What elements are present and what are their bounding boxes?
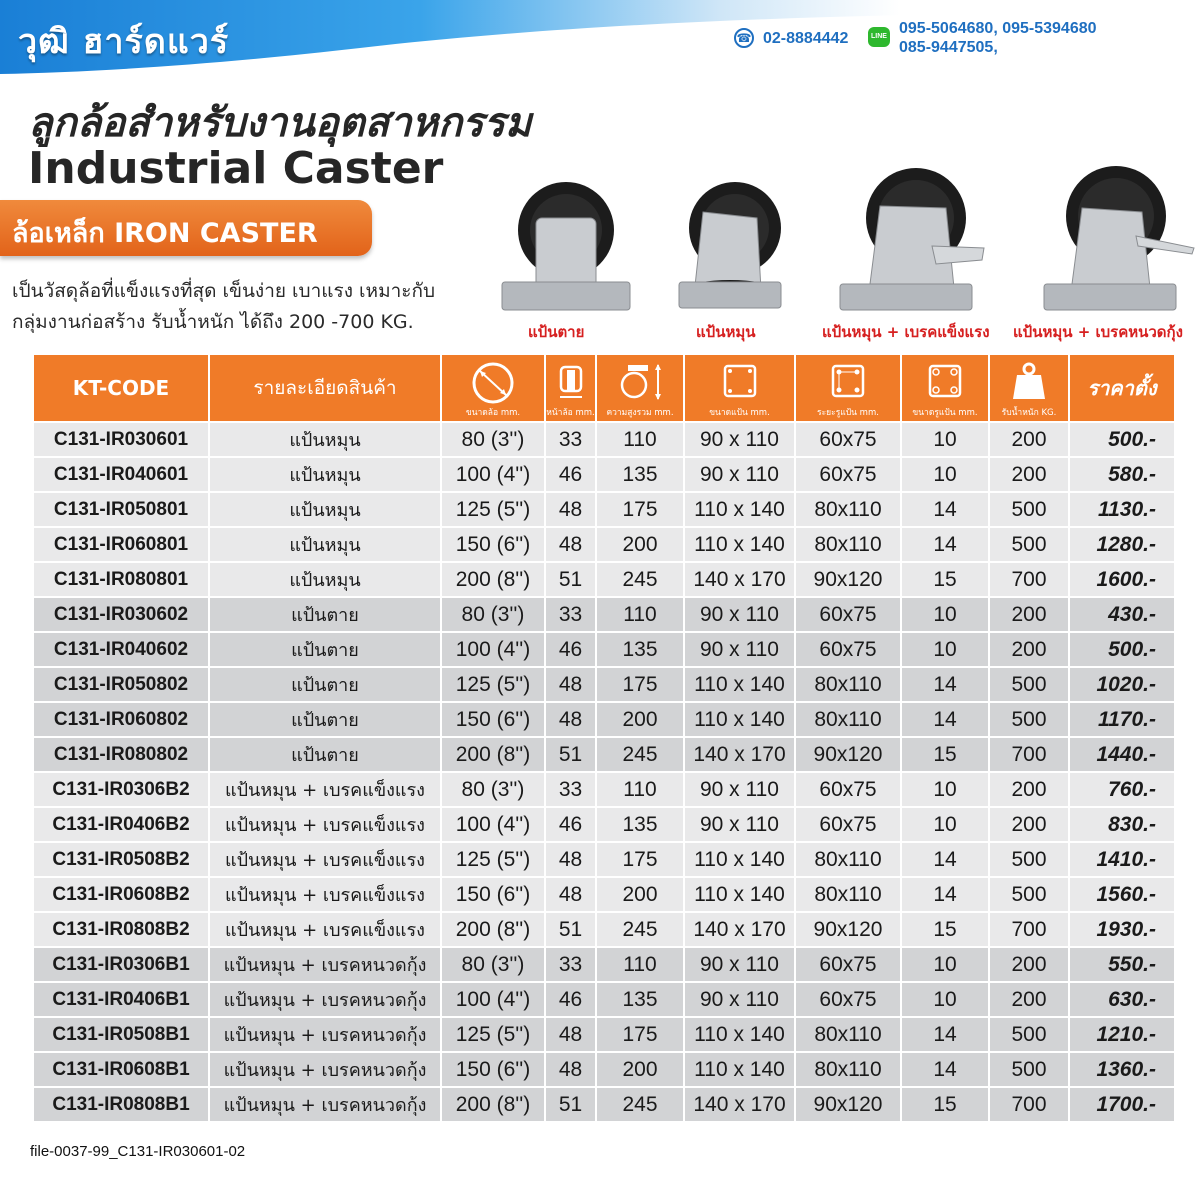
bolt-spacing-cell: 80x110 [796,703,900,736]
wheel-size-cell: 80 (3'') [442,773,544,806]
table-row [34,458,1174,491]
plate-size-cell: 140 x 170 [685,563,794,596]
detail-cell: แป้นหมุน [210,528,440,561]
table-row [34,598,1174,631]
table-row [34,703,1174,736]
table-row [34,563,1174,596]
wheel-size-cell: 200 (8'') [442,1088,544,1121]
hole-size-cell: 10 [902,458,988,491]
table-header-row [34,355,1174,421]
height-cell: 110 [597,598,683,631]
description-line1: เป็นวัสดุล้อที่แข็งแรงที่สุด เข็นง่าย เบาแรง เหมาะกับ [12,280,436,302]
hole-size-cell: 14 [902,668,988,701]
plate-size-cell: 110 x 140 [685,1053,794,1086]
spec-table [32,353,1176,1123]
wheel-size-cell: 80 (3'') [442,598,544,631]
wheel-size-cell: 100 (4'') [442,808,544,841]
hole-size-cell: 14 [902,528,988,561]
header-hole-size [902,355,988,421]
description-line2: กลุ่มงานก่อสร้าง รับน้ำหนัก ได้ถึง 200 -700 KG. [12,311,414,333]
load-cell: 500 [990,1053,1068,1086]
table-row [34,528,1174,561]
caption-rigid: แป้นตาย [528,323,585,341]
title-thai: ลูกล้อสำหรับงานอุตสาหกรรม [28,100,532,146]
plate-size-cell: 110 x 140 [685,843,794,876]
plate-size-cell: 90 x 110 [685,598,794,631]
load-cell: 500 [990,528,1068,561]
mobile-numbers-line1: 095-5064680, 095-5394680 [899,20,1097,37]
price-cell: 630.- [1070,983,1174,1016]
wheel-width-cell: 48 [546,703,595,736]
table-row [34,808,1174,841]
price-cell: 1130.- [1070,493,1174,526]
wheel-width-icon [558,361,584,405]
wheel-width-cell: 46 [546,983,595,1016]
load-cell: 500 [990,668,1068,701]
code-cell: C131-IR0508B1 [34,1018,208,1051]
detail-cell: แป้นตาย [210,703,440,736]
table-row [34,948,1174,981]
wheel-width-cell: 33 [546,598,595,631]
line-app-icon: LINE [868,27,890,47]
plate-size-cell: 140 x 170 [685,1088,794,1121]
load-cell: 500 [990,703,1068,736]
price-cell: 1170.- [1070,703,1174,736]
price-cell: 760.- [1070,773,1174,806]
header-code: KT-CODE [34,355,208,421]
wheel-width-cell: 33 [546,948,595,981]
hole-size-cell: 14 [902,493,988,526]
bolt-spacing-cell: 80x110 [796,878,900,911]
table-row [34,493,1174,526]
category-label [0,200,372,256]
wheel-width-cell: 48 [546,493,595,526]
bolt-spacing-cell: 60x75 [796,458,900,491]
price-cell: 1600.- [1070,563,1174,596]
height-cell: 135 [597,808,683,841]
detail-cell: แป้นหมุน + เบรคแข็งแรง [210,773,440,806]
price-cell: 1360.- [1070,1053,1174,1086]
detail-cell: แป้นหมุน + เบรคแข็งแรง [210,808,440,841]
detail-cell: แป้นหมุน [210,458,440,491]
detail-cell: แป้นหมุน + เบรคแข็งแรง [210,878,440,911]
load-cell: 500 [990,493,1068,526]
wheel-width-cell: 51 [546,738,595,771]
code-cell: C131-IR060801 [34,528,208,561]
title-english: Industrial Caster [28,143,444,194]
code-cell: C131-IR0808B2 [34,913,208,946]
brand-name: วุฒิ ฮาร์ดแวร์ [18,22,230,62]
load-cell: 500 [990,843,1068,876]
detail-cell: แป้นหมุน + เบรคหนวดกุ้ง [210,983,440,1016]
code-cell: C131-IR040602 [34,633,208,666]
caption-swivel-brake: แป้นหมุน + เบรคแข็งแรง [822,323,990,341]
detail-cell: แป้นตาย [210,738,440,771]
bolt-spacing-cell: 60x75 [796,808,900,841]
code-cell: C131-IR0406B1 [34,983,208,1016]
height-cell: 200 [597,703,683,736]
category-label-text: ล้อเหล็ก IRON CASTER [12,218,318,249]
phone-icon: ☎ [734,28,754,48]
code-cell: C131-IR030601 [34,423,208,456]
header-wheel-size-label: ขนาดล้อ mm. [465,408,521,418]
wheel-size-cell: 125 (5'') [442,668,544,701]
bolt-spacing-cell: 80x110 [796,493,900,526]
plate-size-cell: 110 x 140 [685,703,794,736]
height-cell: 200 [597,528,683,561]
load-cell: 200 [990,423,1068,456]
table-row [34,773,1174,806]
load-cell: 200 [990,773,1068,806]
bolt-spacing-icon [828,361,868,401]
rigid-caster-image [496,182,636,312]
wheel-size-cell: 100 (4'') [442,633,544,666]
bolt-spacing-cell: 90x120 [796,563,900,596]
wheel-size-cell: 100 (4'') [442,458,544,491]
load-cell: 500 [990,1018,1068,1051]
code-cell: C131-IR080801 [34,563,208,596]
wheel-width-cell: 48 [546,878,595,911]
detail-cell: แป้นหมุน + เบรคแข็งแรง [210,913,440,946]
code-cell: C131-IR0306B1 [34,948,208,981]
header-bolt-spacing-label: ระยะรูแป้น mm. [817,408,879,418]
hole-size-cell: 14 [902,1018,988,1051]
file-reference: file-0037-99_C131-IR030601-02 [30,1143,246,1160]
bolt-spacing-cell: 60x75 [796,948,900,981]
bolt-spacing-cell: 60x75 [796,983,900,1016]
hole-size-cell: 10 [902,773,988,806]
table-row [34,668,1174,701]
height-cell: 110 [597,423,683,456]
wheel-width-cell: 51 [546,563,595,596]
wheel-size-cell: 100 (4'') [442,983,544,1016]
hole-size-cell: 10 [902,983,988,1016]
code-cell: C131-IR0808B1 [34,1088,208,1121]
hole-size-cell: 10 [902,598,988,631]
wheel-width-cell: 48 [546,528,595,561]
header-wheel-width-label: หน้าล้อ mm. [546,408,595,418]
height-cell: 245 [597,913,683,946]
header-wheel-width [546,355,595,421]
load-cell: 200 [990,983,1068,1016]
plate-size-cell: 90 x 110 [685,633,794,666]
price-cell: 580.- [1070,458,1174,491]
hole-size-cell: 14 [902,878,988,911]
detail-cell: แป้นหมุน [210,493,440,526]
height-cell: 245 [597,738,683,771]
code-cell: C131-IR040601 [34,458,208,491]
bolt-spacing-cell: 60x75 [796,773,900,806]
code-cell: C131-IR030602 [34,598,208,631]
header-load-label: รับน้ำหนัก KG. [1001,408,1057,418]
plate-size-cell: 90 x 110 [685,773,794,806]
bolt-spacing-cell: 90x120 [796,913,900,946]
bolt-spacing-cell: 90x120 [796,1088,900,1121]
mobile-numbers-line2: 085-9447505, [899,39,998,56]
plate-size-cell: 90 x 110 [685,458,794,491]
header-hole-size-label: ขนาดรูแป้น mm. [912,408,978,418]
plate-size-cell: 140 x 170 [685,738,794,771]
height-cell: 245 [597,563,683,596]
code-cell: C131-IR0608B1 [34,1053,208,1086]
detail-cell: แป้นหมุน [210,563,440,596]
detail-cell: แป้นหมุน + เบรคหนวดกุ้ง [210,1018,440,1051]
code-cell: C131-IR050801 [34,493,208,526]
wheel-width-cell: 46 [546,458,595,491]
height-cell: 245 [597,1088,683,1121]
wheel-size-cell: 150 (6'') [442,528,544,561]
header-wheel-size [442,355,544,421]
product-description [12,276,435,338]
hole-size-cell: 15 [902,738,988,771]
load-cell: 500 [990,878,1068,911]
header-height-label: ความสูงรวม mm. [606,408,674,418]
swivel-brake-caster-image [836,168,986,312]
price-cell: 1020.- [1070,668,1174,701]
load-cell: 700 [990,1088,1068,1121]
detail-cell: แป้นตาย [210,668,440,701]
wheel-size-cell: 125 (5'') [442,493,544,526]
code-cell: C131-IR0406B2 [34,808,208,841]
caster-height-icon [616,361,664,405]
load-cell: 200 [990,808,1068,841]
wheel-size-cell: 150 (6'') [442,878,544,911]
bolt-spacing-cell: 80x110 [796,528,900,561]
bolt-spacing-cell: 90x120 [796,738,900,771]
hole-size-cell: 14 [902,1053,988,1086]
price-cell: 1930.- [1070,913,1174,946]
load-cell: 200 [990,633,1068,666]
wheel-size-cell: 150 (6'') [442,1053,544,1086]
price-cell: 1280.- [1070,528,1174,561]
table-row [34,843,1174,876]
hole-size-cell: 10 [902,948,988,981]
load-cell: 700 [990,913,1068,946]
plate-size-cell: 110 x 140 [685,668,794,701]
detail-cell: แป้นหมุน + เบรคหนวดกุ้ง [210,1088,440,1121]
table-row [34,1018,1174,1051]
height-cell: 175 [597,493,683,526]
height-cell: 175 [597,843,683,876]
wheel-size-cell: 125 (5'') [442,843,544,876]
detail-cell: แป้นตาย [210,598,440,631]
plate-size-cell: 90 x 110 [685,983,794,1016]
plate-size-cell: 90 x 110 [685,948,794,981]
spec-table-body [34,423,1174,1121]
wheel-size-cell: 150 (6'') [442,703,544,736]
caption-swivel-shrimp-brake: แป้นหมุน + เบรคหนวดกุ้ง [1013,323,1183,341]
bolt-spacing-cell: 80x110 [796,1053,900,1086]
plate-size-cell: 110 x 140 [685,528,794,561]
weight-icon [1011,361,1047,403]
height-cell: 135 [597,458,683,491]
table-row [34,1053,1174,1086]
detail-cell: แป้นหมุน + เบรคหนวดกุ้ง [210,1053,440,1086]
wheel-width-cell: 46 [546,808,595,841]
price-cell: 550.- [1070,948,1174,981]
plate-size-cell: 110 x 140 [685,878,794,911]
header-plate-size [685,355,794,421]
price-cell: 1440.- [1070,738,1174,771]
bolt-spacing-cell: 80x110 [796,668,900,701]
code-cell: C131-IR060802 [34,703,208,736]
table-row [34,913,1174,946]
height-cell: 110 [597,948,683,981]
load-cell: 700 [990,563,1068,596]
wheel-width-cell: 33 [546,773,595,806]
code-cell: C131-IR050802 [34,668,208,701]
detail-cell: แป้นหมุน + เบรคแข็งแรง [210,843,440,876]
header-load [990,355,1068,421]
hole-size-cell: 14 [902,843,988,876]
header-height [597,355,683,421]
table-row [34,633,1174,666]
table-row [34,1088,1174,1121]
detail-cell: แป้นหมุน [210,423,440,456]
swivel-caster-image [665,182,795,312]
plate-size-cell: 140 x 170 [685,913,794,946]
wheel-width-cell: 48 [546,668,595,701]
bolt-spacing-cell: 60x75 [796,598,900,631]
caption-swivel: แป้นหมุน [696,323,756,341]
hole-size-cell: 14 [902,703,988,736]
wheel-diameter-icon [471,361,515,405]
load-cell: 200 [990,948,1068,981]
wheel-width-cell: 33 [546,423,595,456]
bolt-spacing-cell: 60x75 [796,423,900,456]
hole-size-cell: 10 [902,808,988,841]
height-cell: 135 [597,633,683,666]
height-cell: 175 [597,668,683,701]
hole-size-cell: 15 [902,563,988,596]
height-cell: 175 [597,1018,683,1051]
code-cell: C131-IR080802 [34,738,208,771]
table-row [34,983,1174,1016]
wheel-width-cell: 51 [546,913,595,946]
wheel-size-cell: 80 (3'') [442,948,544,981]
table-row [34,738,1174,771]
plate-size-cell: 90 x 110 [685,423,794,456]
load-cell: 200 [990,458,1068,491]
plate-size-cell: 110 x 140 [685,493,794,526]
bolt-spacing-cell: 80x110 [796,1018,900,1051]
hole-size-cell: 10 [902,633,988,666]
wheel-width-cell: 48 [546,843,595,876]
table-row [34,878,1174,911]
swivel-shrimp-brake-caster-image [1036,166,1196,312]
wheel-width-cell: 46 [546,633,595,666]
price-cell: 500.- [1070,423,1174,456]
header-bolt-spacing [796,355,900,421]
price-cell: 500.- [1070,633,1174,666]
header-price: ราคาตั้ง [1070,355,1174,421]
price-cell: 1210.- [1070,1018,1174,1051]
wheel-width-cell: 48 [546,1018,595,1051]
price-cell: 1410.- [1070,843,1174,876]
plate-size-cell: 110 x 140 [685,1018,794,1051]
price-cell: 830.- [1070,808,1174,841]
bolt-spacing-cell: 60x75 [796,633,900,666]
bolt-hole-icon [925,361,965,401]
plate-size-cell: 90 x 110 [685,808,794,841]
phone-number: 02-8884442 [763,30,849,47]
wheel-width-cell: 51 [546,1088,595,1121]
detail-cell: แป้นหมุน + เบรคหนวดกุ้ง [210,948,440,981]
plate-size-icon [720,361,760,401]
height-cell: 135 [597,983,683,1016]
bolt-spacing-cell: 80x110 [796,843,900,876]
detail-cell: แป้นตาย [210,633,440,666]
wheel-size-cell: 125 (5'') [442,1018,544,1051]
height-cell: 110 [597,773,683,806]
code-cell: C131-IR0508B2 [34,843,208,876]
hole-size-cell: 15 [902,913,988,946]
price-cell: 430.- [1070,598,1174,631]
wheel-width-cell: 48 [546,1053,595,1086]
wheel-size-cell: 200 (8'') [442,738,544,771]
hole-size-cell: 15 [902,1088,988,1121]
wheel-size-cell: 200 (8'') [442,913,544,946]
price-cell: 1700.- [1070,1088,1174,1121]
wheel-size-cell: 80 (3'') [442,423,544,456]
table-row [34,423,1174,456]
header-plate-size-label: ขนาดแป้น mm. [709,408,770,418]
price-cell: 1560.- [1070,878,1174,911]
load-cell: 700 [990,738,1068,771]
load-cell: 200 [990,598,1068,631]
height-cell: 200 [597,1053,683,1086]
header-detail: รายละเอียดสินค้า [210,355,440,421]
code-cell: C131-IR0306B2 [34,773,208,806]
code-cell: C131-IR0608B2 [34,878,208,911]
hole-size-cell: 10 [902,423,988,456]
height-cell: 200 [597,878,683,911]
wheel-size-cell: 200 (8'') [442,563,544,596]
